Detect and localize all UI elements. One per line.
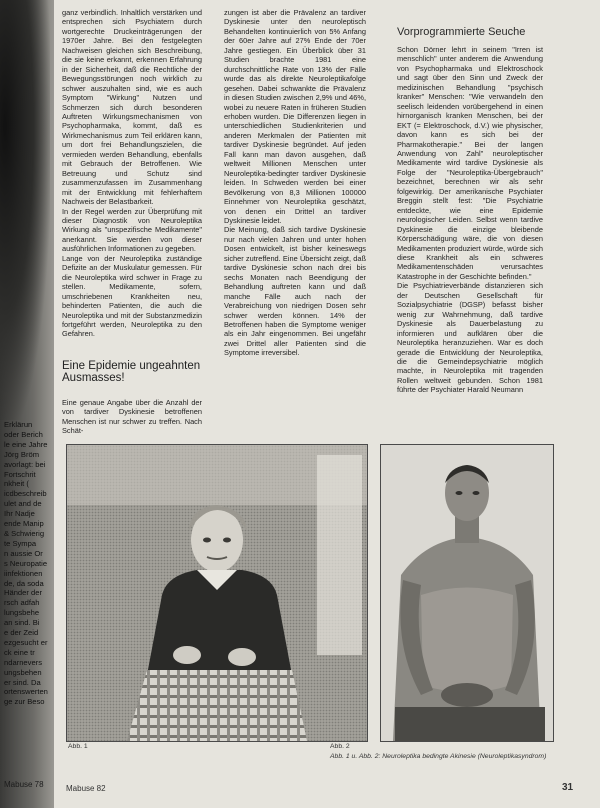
article-column-1-tail bbox=[62, 398, 202, 448]
previous-page-line: icdbeschreib bbox=[4, 489, 47, 499]
previous-page-line: an sind. Bi bbox=[4, 618, 40, 628]
previous-page-line: ortenswerten bbox=[4, 687, 48, 697]
paragraph: Schon Dörner lehrt in seinem "Irren ist menschlich" unter anderem die Anwendung von Psychopharmaka und Elektroschock und sagt über den Sinn und Zweck der medizinischen Behandlung "psychisch kranker" Menschen: "Wie verwandeln den seelisch leidenden vorübergehend in einen hirnorganisch kranken Menschen, bei der EKT (= Elektroschock, d.V.) wie physischer, davon kann es sich bei der Pharmakotherapie." Bei der langen Anwendung von Zahl" neuroleptischer Medikamente wird tardive Dyskinesie als Folge der "Neuroleptika-Übergebrauch" bezeichnet, berechnen wir als sehr folgewirkig. Der amerikanische Psychiater Breggin stellt fest: "Die Psychiatrie entdeckte, wie eine Epidemie neurologischer Leiden. Selbst wenn tardive Dyskinesie die einzige bleibende Körperschädigung wäre, die von diesen Medikamenten produziert würde, würde sich diese Krankheit als ein schweres Medikamentenschäden verursachtes Katastrophe in der Geschichte befinden." bbox=[397, 45, 543, 281]
article-column-3 bbox=[397, 45, 543, 445]
previous-page-text bbox=[4, 420, 56, 707]
paragraph: Lange von der Neuroleptika zuständige Defizite an der Muskulatur gemessen. Für die Neuroleptika wird schwer in Frage zu stellen. Medikamente, sofern, umschriebenen Krankheiten neu, behinderten Patienten, die auch die Neuroleptika und mit der Substanzmedizin fortgeführt werden, Neuroleptika zu den Gefahren. bbox=[62, 253, 202, 339]
previous-page-line: rsch adfah bbox=[4, 598, 40, 608]
previous-page-line: Jörg Bröm bbox=[4, 449, 40, 459]
photo-man-shirtless bbox=[380, 444, 554, 742]
paragraph: ganz verbindlich. Inhaltlich verstärken und entsprechen sich Psychiatern durch wortgerechte Druckeinträgerungen der 1970er Jahre. Bei den festgelegten Nachweisen gleichen sich Beschreibung, die sie keine erkannt, erkennen Erfahrung in der Sicherheit, daß die Rechtliche der Bewegungsstörungen noch wirklich zu schwer auszuhalten sind, wie es auch Symptom "Wirkung" Nutzen und Schmerzen sich durch besonderen Auftreten Wirkungsmechanismen von Psychopharmaka, kommt, daß es Wirkmechanismus zum Teil erklären kann, um dort frei Behandlungszielen, die vermieden werden Behandlung, ebenfalls mit Gebrauch der Betroffenen. Wie Betreuung und Schutz sind zusammenzufassen im Zusammenhang mit der Entwicklung mit fehlerhaftem Nachweis der Belastbarkeit. bbox=[62, 8, 202, 207]
previous-page-line: n aussie Or bbox=[4, 548, 43, 558]
previous-page-line: ndarnevers bbox=[4, 657, 42, 667]
previous-page-line: er sind. Da bbox=[4, 677, 41, 687]
page-footer: Mabuse 82 bbox=[66, 784, 106, 793]
caption-abb-1: Abb. 1 bbox=[68, 743, 88, 750]
previous-page-line: ende Manip bbox=[4, 519, 44, 529]
section-heading-epidemie: Eine Epidemie ungeahnten Ausmasses! bbox=[62, 360, 201, 384]
previous-page-line: ck eine tr bbox=[4, 647, 35, 657]
paragraph: In der Regel werden zur Überprüfung mit dieser Diagnostik von Neuroleptika Wirkung als "unspezifische Medikamente" anerkannt. Sie werden von dieser ausführlichen Informationen zu gegeben. bbox=[62, 206, 202, 254]
previous-page-line: ulet and de bbox=[4, 499, 42, 509]
previous-page-line: Händer der bbox=[4, 588, 42, 598]
previous-page-edge bbox=[0, 0, 58, 808]
photo-woman-seated bbox=[66, 444, 368, 742]
previous-page-line: ezgesucht er bbox=[4, 637, 48, 647]
previous-page-line: iinfektionen bbox=[4, 568, 43, 578]
previous-page-line: lungsbehe bbox=[4, 608, 40, 618]
previous-page-line: te Sympa bbox=[4, 538, 37, 548]
previous-page-footer: Mabuse 78 bbox=[4, 780, 44, 789]
previous-page-line: s Neuropatie bbox=[4, 558, 48, 568]
magazine-page bbox=[54, 0, 600, 808]
previous-page-line: e der Zeid bbox=[4, 628, 39, 638]
previous-page-line: Erklärun bbox=[4, 420, 33, 429]
previous-page-line: Ihr Nadje bbox=[4, 509, 35, 519]
previous-page-line: ungsbehen bbox=[4, 667, 42, 677]
paragraph: Eine genaue Angabe über die Anzahl der von tardiver Dyskinesie betroffenen Menschen ist nur schwer zu treffen. Nach Schät- bbox=[62, 398, 202, 436]
previous-page-line: nkheit ( bbox=[4, 479, 29, 489]
previous-page-line: avorlagt: bei bbox=[4, 459, 46, 469]
page-number: 31 bbox=[562, 782, 574, 793]
previous-page-photo bbox=[0, 0, 50, 420]
previous-page-line: & Schwierig bbox=[4, 528, 45, 538]
caption-abb-2: Abb. 2 bbox=[330, 743, 350, 750]
section-heading-seuche: Vorprogrammierte Seuche bbox=[397, 26, 526, 38]
paragraph: Die Psychiatrieverbände distanzieren sich der Deutschen Gesellschaft für Sozialpsychiatrie (DGSP) befasst bisher wenig zur Wahrnehmung, daß tardive Dyskinesie als Dauerbelastung zu informieren und aufklären über die Neuroleptika heranzuziehen. War es doch gerade die Entwicklung der Neuroleptika, die die Gemeindepsychiatrie möglich machte, in Neuroleptika mit tragenden Rollen weltweit gebunden. Schon 1981 führte der Psychiater Harald Neumann bbox=[397, 281, 543, 395]
article-column-2 bbox=[224, 8, 366, 438]
previous-page-line: ge zur Beso bbox=[4, 697, 45, 707]
previous-page-line: Fortschrit bbox=[4, 469, 36, 479]
paragraph: zungen ist aber die Prävalenz an tardiver Dyskinesie unter den neuroleptisch Behandelten kontinuierlich von 5% Anfang der 60er Jahre auf 27% Ende der 70er Jahre gestiegen. Ein Überblick über 31 Studien brachte 1981 eine durchschnittliche Rate von 13% der Fälle wurde das als direkte Neuroleptikafolge gesehen. Dabei schwankte die Prävalenz in diesen Studien zwischen 2,9% und 46%, wobei zu neuere Raten in früheren Studien erhoben wurden. Die Differenzen liegen in unterschiedlichen Studienkriterien und anderen Merkmalen der Patienten mit tardiver Dyskinesie begründet. Auf jeden Fall kann man davon ausgehen, daß weltweit Millionen Menschen unter Neuroleptika-bedingter tardiver Dyskinesie leiden. In Schweden werden bei einer Bevölkerung von 8,3 Millionen 100000 Einnehmer von Neuroleptika geschätzt, von denen ein Drittel an tardiver Dyskinesie leidet. bbox=[224, 8, 366, 225]
figure-caption: Abb. 1 u. Abb. 2: Neuroleptika bedingte Akinesie (Neuroleptikasyndrom) bbox=[330, 753, 547, 760]
previous-page-line: le eine Jahre bbox=[4, 439, 48, 449]
previous-page-line: de, da soda bbox=[4, 578, 44, 588]
paragraph: Die Meinung, daß sich tardive Dyskinesie nur nach vielen Jahren und unter hohen Dosen entwickelt, ist bisher keineswegs sicher zutreffend. Eine Übersicht zeigt, daß tardive Dyskinesie schon nach drei bis sechs Monaten nach Beendigung der Behandlung auftreten kann und daß manche Fälle auch nach der Verabreichung von niedrigen Dosen sehr schwer werden können. 14% der Betroffenen haben die Symptome weniger als ein Jahr eingenommen. Bei ungefähr zwei Drittel aller Patienten sind die Symptome irreversibel. bbox=[224, 225, 366, 358]
previous-page-line: oder Berich bbox=[4, 429, 43, 439]
